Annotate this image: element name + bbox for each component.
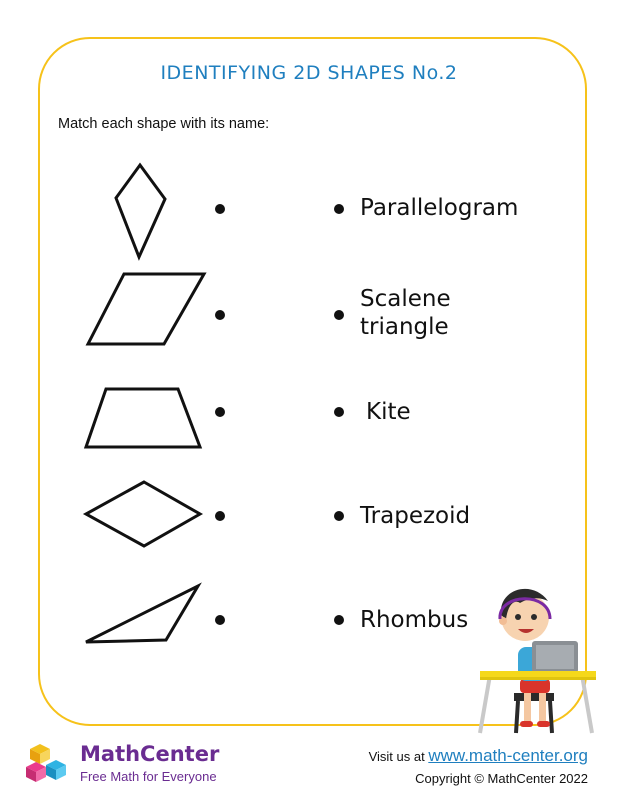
visit-prefix: Visit us at (368, 749, 429, 764)
shape-name-label: Rhombus (360, 607, 469, 633)
name-dot[interactable] (334, 310, 344, 320)
brand-name: MathCenter (80, 742, 220, 766)
name-dot[interactable] (334, 615, 344, 625)
worksheet-title: IDENTIFYING 2D SHAPES No.2 (160, 62, 458, 84)
rhombus-shape (82, 478, 208, 552)
parallelogram-shape (84, 270, 208, 350)
brand-tagline: Free Math for Everyone (80, 769, 217, 784)
visit-line (369, 746, 588, 766)
name-dot[interactable] (334, 204, 344, 214)
kid-with-laptop-illustration (470, 575, 600, 735)
name-dot[interactable] (334, 407, 344, 417)
shape-dot[interactable] (215, 204, 225, 214)
name-dot[interactable] (334, 511, 344, 521)
copyright-text: Copyright © MathCenter 2022 (415, 771, 588, 786)
shape-dot[interactable] (215, 615, 225, 625)
shape-dot[interactable] (215, 407, 225, 417)
scalene-triangle-shape (82, 582, 204, 648)
instruction-text: Match each shape with its name: (58, 116, 270, 132)
shape-name-label: Trapezoid (360, 503, 471, 529)
shape-dot[interactable] (215, 310, 225, 320)
website-link[interactable]: www.math-center.org (428, 746, 588, 765)
shape-name-line2: triangle (360, 314, 449, 340)
shape-name-label (360, 285, 451, 341)
shape-name-label: Kite (366, 399, 411, 425)
mathcenter-logo-icon (26, 742, 70, 786)
shape-name-label: Parallelogram (360, 195, 519, 221)
kite-shape (112, 162, 172, 262)
trapezoid-shape (82, 385, 206, 451)
shape-dot[interactable] (215, 511, 225, 521)
shape-name-line1: Scalene (360, 286, 451, 312)
